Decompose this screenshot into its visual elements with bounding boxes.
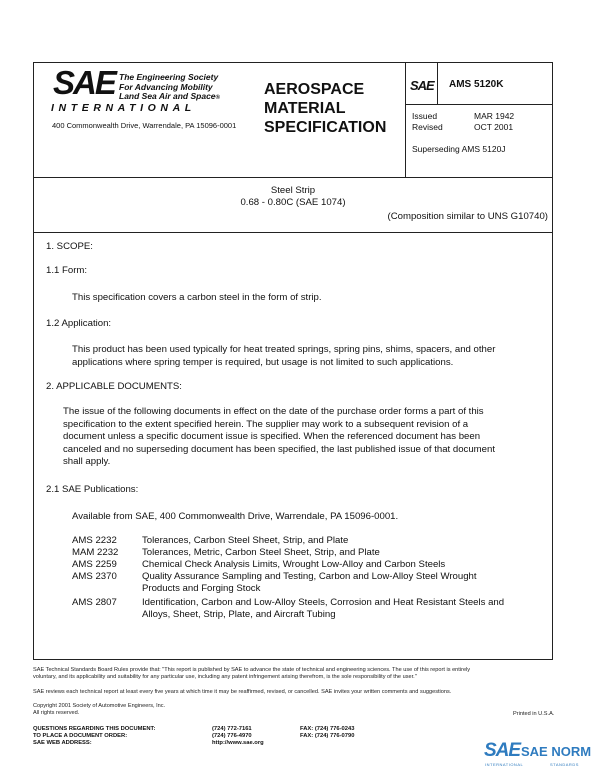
- header-divider: [33, 177, 553, 178]
- section-2-heading: 2. APPLICABLE DOCUMENTS:: [46, 381, 182, 392]
- section-1-1-heading: 1.1 Form:: [46, 265, 88, 276]
- doc-number-divider: [405, 104, 553, 105]
- section-1-2-heading: 1.2 Application:: [46, 318, 112, 329]
- reference-row: [72, 597, 542, 621]
- contact-phones: [212, 726, 264, 747]
- section-2-line-4: canceled and no superseding document has been specified, the last published issue of that document: [63, 443, 496, 455]
- society-line-1: The Engineering Society: [119, 72, 219, 82]
- reference-title: [142, 571, 542, 595]
- title-line-3: SPECIFICATION: [264, 119, 387, 136]
- spec-title: [264, 80, 386, 137]
- superseding-note: Superseding AMS 5120J: [412, 144, 506, 154]
- material-grade: 0.68 - 0.80C (SAE 1074): [240, 197, 346, 208]
- reference-row: [72, 535, 542, 547]
- title-line-1: AEROSPACE: [264, 81, 365, 98]
- contact-faxes: [300, 726, 354, 740]
- reference-code: AMS 2370: [72, 571, 117, 582]
- rights-reserved: All rights reserved.: [33, 710, 80, 716]
- society-line-3: Land Sea Air and Space®: [119, 91, 220, 101]
- section-2-line-3: document unless a specific document issue is specified. When the referenced document has been: [63, 431, 481, 442]
- section-2-text: [63, 406, 495, 469]
- composition-note: (Composition similar to UNS G10740): [387, 211, 548, 222]
- reference-row: [72, 559, 542, 571]
- contact-labels: [33, 726, 155, 747]
- section-1-heading: 1. SCOPE:: [46, 241, 93, 252]
- reference-code: MAM 2232: [72, 547, 119, 558]
- section-1-2-line-2: applications where spring temper is required, but usage is not limited to such applications.: [72, 356, 454, 368]
- sae-norm-logo: SAE: [484, 740, 521, 761]
- review-note: SAE reviews each technical report at least every five years at which time it may be reaffirmed, revised, or cancelled. SAE invites your written comments and suggestions.: [33, 689, 452, 695]
- revised-label: Revised: [412, 122, 443, 132]
- board-rules-note: [33, 667, 553, 681]
- title-divider: [33, 232, 553, 233]
- questions-phone: (724) 772-7161: [212, 726, 252, 732]
- title-line-2: MATERIAL: [264, 100, 346, 117]
- section-1-2-text: [72, 344, 495, 369]
- reference-title-line-2: Alloys, Sheet, Strip, Plate, and Aircraft Tubing: [142, 609, 336, 620]
- section-1-2-line-1: This product has been used typically for heat treated springs, spring pins, shims, spacers, and other: [72, 344, 496, 355]
- board-rules-line-1: SAE Technical Standards Board Rules provide that: "This report is published by SAE to advance the state of technical and engineering sciences. The use of this report is entirely: [33, 667, 471, 673]
- reference-title: Chemical Check Analysis Limits, Wrought Low-Alloy and Carbon Steels: [142, 559, 446, 570]
- board-rules-line-2: voluntary, and its applicability and suitability for any particular use, including any patent infringement arising therefrom, is the sole responsibility of the user.": [33, 674, 417, 680]
- reference-title-line-1: Quality Assurance Sampling and Testing, Carbon and Low-Alloy Steel Wrought: [142, 571, 477, 582]
- international-wordmark: INTERNATIONAL: [51, 102, 196, 114]
- reference-row: [72, 571, 542, 595]
- reference-code: AMS 2259: [72, 559, 117, 570]
- reference-title: [142, 597, 542, 621]
- doc-number: AMS 5120K: [449, 79, 504, 90]
- small-logo-divider: [437, 62, 438, 104]
- web-link[interactable]: http://www.sae.org: [212, 740, 264, 746]
- section-2-line-5: shall apply.: [63, 456, 111, 467]
- material-name: Steel Strip: [270, 185, 316, 196]
- copyright: Copyright 2001 Society of Automotive Engineers, Inc.: [33, 703, 166, 709]
- revised-value: OCT 2001: [474, 122, 514, 132]
- sae-logo: SAE: [53, 64, 115, 101]
- reference-code: AMS 2232: [72, 535, 117, 546]
- issued-label: Issued: [412, 111, 438, 121]
- header-column-divider: [405, 62, 406, 178]
- section-2-1-heading: 2.1 SAE Publications:: [46, 484, 139, 495]
- header-address: 400 Commonwealth Drive, Warrendale, PA 15096-0001: [52, 121, 237, 130]
- reference-code: AMS 2807: [72, 597, 117, 608]
- reference-title-line-2: Products and Forging Stock: [142, 583, 261, 594]
- order-fax: FAX: (724) 776-0790: [300, 733, 355, 739]
- order-phone: (724) 776-4970: [212, 733, 252, 739]
- reference-row: [72, 547, 542, 559]
- reference-title-line-1: Identification, Carbon and Low-Alloy Steels, Corrosion and Heat Resistant Steels and: [142, 597, 505, 608]
- small-sae-logo: SAE: [410, 78, 434, 93]
- section-1-1-text: This specification covers a carbon steel in the form of strip.: [72, 292, 322, 303]
- issued-value: MAR 1942: [474, 111, 515, 121]
- questions-label: QUESTIONS REGARDING THIS DOCUMENT:: [33, 726, 156, 732]
- sae-norm-subtitle: INTERNATIONAL: [485, 762, 524, 767]
- reference-title: Tolerances, Metric, Carbon Steel Sheet, Strip, and Plate: [142, 547, 380, 558]
- section-2-line-2: specification to the extent specified herein. The supplier may work to a subsequent revision of a: [63, 418, 469, 430]
- society-line-2: For Advancing Mobility: [119, 81, 213, 92]
- section-2-line-1: The issue of the following documents in effect on the date of the purchase order forms a part of this: [63, 406, 484, 417]
- sae-norm-subtitle-2: STANDARDS: [550, 762, 579, 767]
- web-label: SAE WEB ADDRESS:: [33, 740, 92, 746]
- questions-fax: FAX: (724) 776-0243: [300, 726, 355, 732]
- society-tagline: [119, 73, 220, 104]
- order-label: TO PLACE A DOCUMENT ORDER:: [33, 733, 128, 739]
- reference-title: Tolerances, Carbon Steel Sheet, Strip, and Plate: [142, 535, 349, 546]
- sae-norm-wordmark: SAE NORM: [521, 744, 592, 759]
- printed-in: Printed in U.S.A.: [513, 711, 555, 717]
- section-2-1-text: Available from SAE, 400 Commonwealth Drive, Warrendale, PA 15096-0001.: [72, 511, 399, 522]
